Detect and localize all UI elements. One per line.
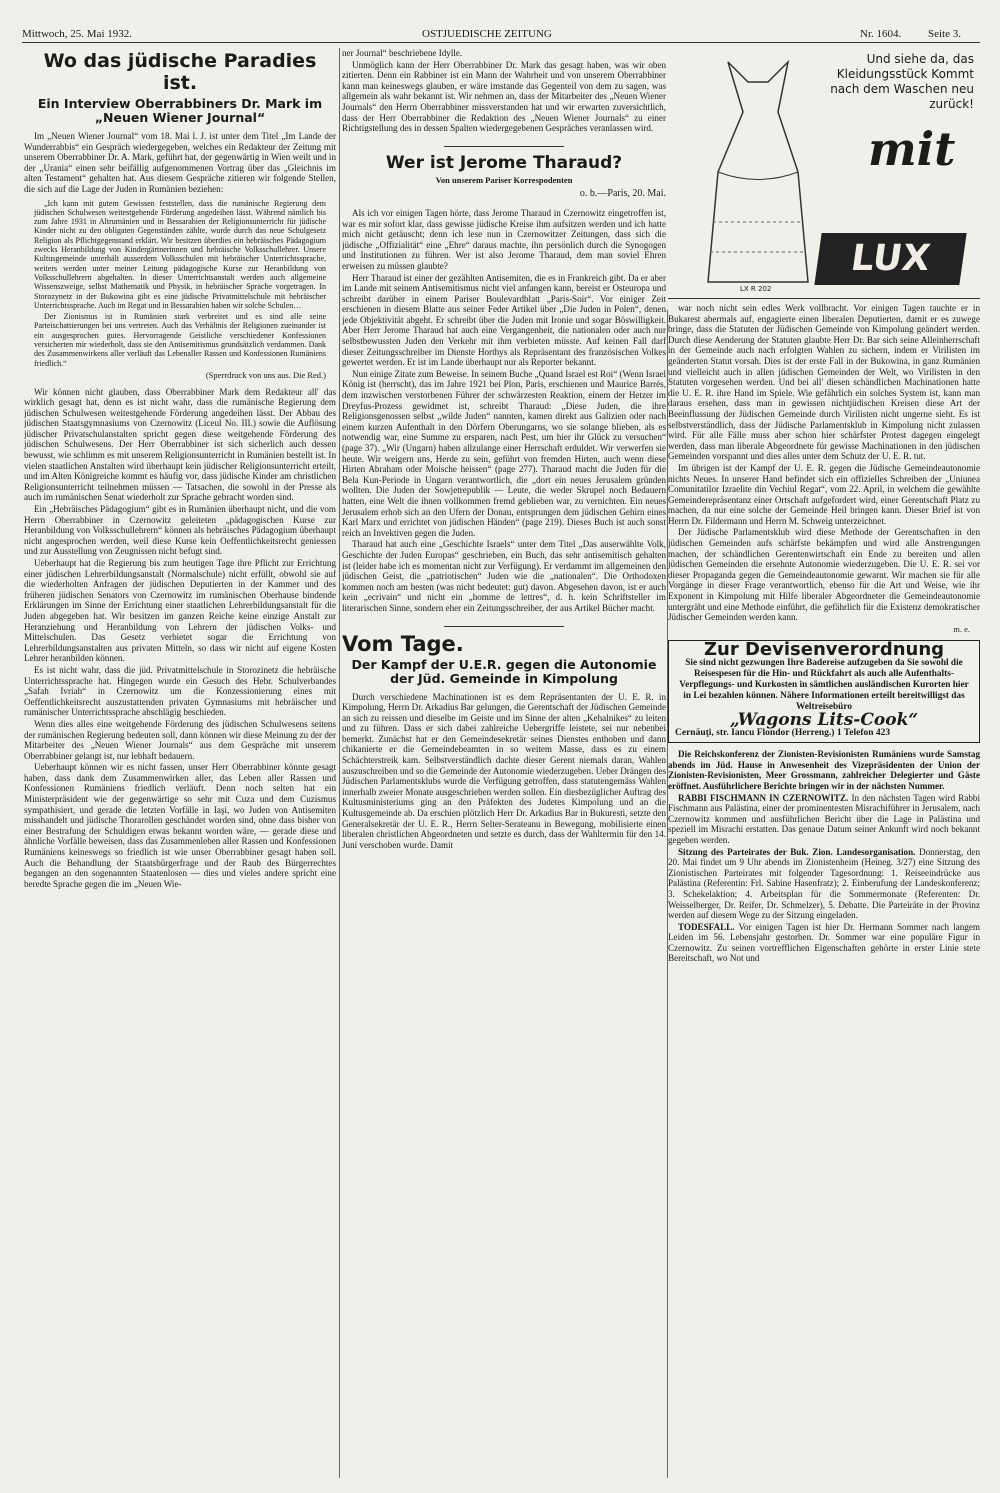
paragraph: Im „Neuen Wiener Journal“ vom 18. Mai l. J. ist unter dem Titel „Im Lande der Wunderrabbis“ ein Gespräch wiedergegeben, welches ein Redakteur der Zeitung mit unserem Oberrabbiner Dr. A. Mark, geführt hat, der gegenwärtig in Wien weilt und in der „Urania“ einen sehr beifällig aufgenommenen Vortrag über das „Gleichnis im alten Testament“ gehalten hat. Aus diesem Gespräche zitieren wir folgende Stellen, die sich auf die Lage der Juden in Rumänien beziehen:: [24, 131, 336, 194]
paragraph: Als ich vor einigen Tagen hörte, dass Jerome Tharaud in Czernowitz eingetroffen ist, war es mir sofort klar, dass gewisse jüdische Kreise ihm aufsitzen werden und ich hatte mich nicht getäuscht; denn ich lese nun in Czernowitzer Zeitungen, dass sich die jüdische „Offizialität“ eine „Ehre“ daraus machte, ihn persönlich durch die Synogogen und Institutionen zu führen. Wer ist also Jerome Tharaud, dem man soviel Ehren erweisen zu müssen glaubte?: [342, 207, 666, 271]
ad-code: LX R 202: [740, 285, 772, 293]
news-text: Vor einigen Tagen ist hier Dr. Hermann Sommer nach langem Leiden im 56. Lebensjahr gestorben. Dr. Sommer war eine populäre Figur in Czernowitz. Zu seinen vortrefflichen Eigenschaften gehörte in erster Linie stete Bereitschaft, wo Not und: [668, 921, 980, 964]
paragraph: Durch verschiedene Machinationen ist es dem Repräsentanten der U. E. R. in Kimpolung, Herrn Dr. Arkadius Bar gelungen, die Gerentschaft der Jüdischen Gemeinde an sich zu reissen und dieselbe im Geiste und im Sinne der alten „Kehalnikes“ zu leiten und zu führen. Dass er sich dabei zahlreiche Uebergriffe leistete, sei nur nebenbei bemerkt. Zunächst hat er den Gemeindesekretär seines Dienstes enthoben und dann chikanierte er die Gemeindebeamten in so weitem Masse, dass es zu einem Schächterstreik kam. Selbstverständlich dachte dieser Gerent niemals daran, Wahlen auszuschreiben und so die Gemeinde der Autonomie wiederzugeben. Ueber Drängen des Jüdischen Parlamentsklubs wurde die Verfügung getroffen, dass statutengemäss Wahlen innerhalb zweier Monate ausgeschrieben werden sollen. Ein diesbezüglicher Auftrag des Kultusministeriums ging an den Präfekten des Judetes Kimpolung und an die Kultusgemeinde ab. Da erschien plötzlich Herr Dr. Arkadius Bar in Bukuresti, setzte den Generalsekretär der U. E. R., Herrn Selter-Serateanu in Bewegung, mobilisierte einen liberalen christlichen Abgeordneten und setzte es durch, dass der Wahltermin für den 14. Juni verschoben wurde. Damit: [342, 691, 666, 850]
news-item: [668, 793, 980, 846]
column-1: [24, 48, 336, 1478]
paragraph: Tharaud hat auch eine „Geschichte Israels“ unter dem Titel „Das auserwählte Volk, Geschichte der Juden Europas“ geschrieben, ein Buch, das sehr antisemitisch gehalten ist (leider habe ich es momentan nicht zur Verfügung). Er verdammt im allgemeinen den jüdischen Geist, die „patriotischen“ Juden wie die „nationalen“. Die Orthodoxen kommen noch am besten (was nicht bedeutet: gut) davon. Abgesehen davon, ist er auch kein „ecrivain“ und nicht ein „homme de lettres“, d. h. kein Schriftsteller im literarischen Sinne, sondern eher ein Zeitungsschreiber, der aus Artikel Bücher macht.: [342, 539, 666, 613]
news-heading: TODESFALL.: [678, 921, 735, 932]
section-rule: [444, 626, 564, 627]
news-heading: Sitzung des Parteirates der Buk. Zion. Landesorganisation.: [678, 846, 916, 857]
news-item: [668, 922, 980, 964]
editorial-note: (Sperrdruck von uns aus. Die Red.): [205, 369, 326, 380]
section-rule: [444, 146, 564, 147]
paragraph: Ein „Hebräisches Pädagogium“ gibt es in Rumänien überhaupt nicht, und die vom Herrn Oberrabbiner in Czernowitz geleiteten „pädagogischen Kurse zur Heranbildung von Volksschullehrern“ können als hebräisches Pädagogium überhaupt nicht angesprochen werden, weil diese Kurse kein Oeffentlichkeitsrecht geniessen und zur Ausstellung von Zeugnissen nicht befugt sind.: [24, 504, 336, 557]
column-2: [342, 48, 666, 1478]
header-rule: [22, 42, 980, 43]
dateline: o. b.—Paris, 20. Mai.: [579, 188, 666, 200]
page-header: [22, 28, 980, 42]
ad-body: Sie sind nicht gezwungen Ihre Badereise aufzugeben da Sie sowohl die Reisespesen für die Hin- und Rückfahrt als auch alle Aufenthalts-Verpflegungs- und Kurkosten in sämtlichen ausländischen Kurorten hier in Lei bezahlen können. Nähere Informationen erteilt bereitwilligst das Weltreisebüro: [679, 658, 969, 712]
page-number: Seite 3.: [928, 28, 961, 40]
article-subtitle: Ein Interview Oberrabbiners Dr. Mark im „Neuen Wiener Journal“: [37, 96, 323, 125]
devisen-advertisement: [668, 640, 980, 743]
blockquote: [34, 199, 326, 368]
ad-mit: mit: [868, 122, 956, 176]
paragraph: Wir können nicht glauben, dass Oberrabbiner Mark dem Redakteur all' das wirklich gesagt hat, denn es ist nicht wahr, dass die rumänische Regierung dem jüdischen Schulwesen weitestgehende Förderung angedeihen lässt. Der Abbau des jüdischen Staatsgymnasiums von Czernowitz (Liceul No. III.) sowie die Auflösung jüdischer Privatschulanstalten spricht gegen diese weitgehende Förderung des jüdischen Schulwesens. Der Herr Oberrabbiner ist sich sicherlich auch dessen bewusst, wie schlimm es mit unserem Religionsunterricht in Rumänien bestellt ist. In vielen staatlichen Anstalten wird überhaupt kein jüdischer Religionsunterricht erteilt, und im Alten Königreiche kommt es häufig vor, dass jüdische Kinder am christlichen Religionsunterricht teilnehmen müssen — Tatsachen, die sowohl in der Presse als auch im rumänischen Senat wiederholt zur Sprache gebracht worden sind.: [24, 386, 336, 503]
paragraph: Die Reichskonferenz der Zionisten-Revisionisten Rumäniens wurde Samstag abends im Jüd. Hause in Anwesenheit des Vizepräsidenten der Union der Zionisten-Revisionisten, Meer Grossmann, zahlreicher Delegierter und Gäste eröffnet. Ausführlichere Berichte bringen wir in der nächsten Nummer.: [668, 749, 980, 791]
paragraph: Ueberhaupt hat die Regierung bis zum heutigen Tage ihre Pflicht zur Errichtung einer jüdischen Lehrerbildungsanstalt (Normalschule) nicht erfüllt, obwohl sie auf die wiederholten Anfragen der jüdischen Deputierten in der Kammer und des früheren jüdischen Senators von Czernowitz im rumänischen Oberhause bindende Erklärungen im Sinne der Errichtung einer staatlichen Lehrerbildungsanstalt für die Juden abgegeben hat. Wir besitzen im ganzen Reiche keine einzige Anstalt zur Heranziehung und Heranbildung von Lehrern der jüdischen Volks- und Mittelschulen. Das Gesetz verbietet sogar die Errichtung von Lehrerbildungsanstalten aus privaten Mitteln, so dass wir nicht auf eigene Kosten Lehrer heranbilden können.: [24, 558, 336, 664]
paragraph: war noch nicht sein edles Werk vollbracht. Vor einigen Tagen tauchte er in Bukarest abermals auf, engagierte einen liberalen Deputierten, damit er es zuwege bringe, dass die Statuten der Jüdischen Gemeinde von Kimpolung geändert werden. Durch diese Aenderung der Statuten glaubte Herr Dr. Bar sich seine Alleinherrschaft in der Gemeinde auch nach erfolgten Wahlen zu sichern, indem er Virilisten im geänderten Statut vorsah. Dies ist der erste Fall in der Bukowina, in ganz Rumänien und vielleicht auch in allen jüdischen Gemeinden der Welt, wo Virilisten in den Statuten vorgesehen werden. Und bei all' diesen schändlichen Machinationen hatte die U. E. R. ihre Hand im Spiele. Wie gefährlich ein solches System ist, kann man daraus ersehen, dass man in gewissen nichtjüdischen Kreisen diese Art der Beeinflussung der Jüdischen Gemeinde durch Virilisten nicht ungerne sieht. Es ist selbstverständlich, dass der Jüdische Parlamentsklub in Kimpolung nicht zulassen wird. Für alle Fälle muss aber schon hier schärfster Protest dagegen eingelegt werden, dass man liberale Abgeordnete für gewisse Machinationen in den jüdischen Gemeinden vorspannt und dies alles unter dem Schutz der U. E. R. tut.: [668, 303, 980, 462]
article-subtitle: Der Kampf der U.E.R. gegen die Autonomie der Jüd. Gemeinde in Kimpolung: [351, 656, 657, 686]
column-divider: [339, 48, 340, 1478]
signature: m. e.: [953, 623, 970, 634]
ad-company: „Wagons Lits-Cook“: [729, 710, 919, 730]
issue-date: Mittwoch, 25. Mai 1932.: [22, 28, 132, 40]
paragraph: Herr Tharaud ist einer der gezählten Antisemiten, die es in Frankreich gibt. Da er aber im Lande mit seinem Antisemitismus nicht viel anfangen kann, bereist er Osteuropa und schreibt darüber in einem Pariser Boulevardblatt „Paris-Soir“. Vor einiger Zeit erschienen in diesem Blatte aus seiner Feder Artikel über „Die Juden in Polen“, denen jede Objektivität abgeht. Er schreibt über die Juden mit Ironie und sogar Böswilligkeit. Aber Herr Jerome Tharaud hat auch eine Vergangenheit, die nationalen oder auch nur selbstbewussten Juden den Verkehr mit ihm verbieten müsste. Auf keinen Fall darf dieser Zeitungsschreiber im Dienste Horthys als Repräsentant des französischen Volkes gewertet werden. Er ist im Lande überhaupt nur als Reporter bekannt.: [342, 272, 666, 368]
paragraph: Es ist nicht wahr, dass die jüd. Privatmittelschule in Storozinetz die hebräische Unterrichtssprache hat. Hingegen wurde ein Gesuch des Hebr. Schulverbandes „Safah Ivriah“ in Czernowitz um die Konzessionierung eines mit Oeffentlichkeitsrecht auszustattenden privaten Gymnasiums mit hebräischer und rumänischer Unterrichtssprache abschlägig beschieden.: [24, 664, 336, 718]
paragraph: ner Journal“ beschriebene Idylle.: [342, 48, 463, 58]
news-text: Donnerstag, den 20. Mai findet um 9 Uhr abends im Zionistenheim (Heineg. 3/27) eine Sitzung des Zionistischen Parteirates mit folgender Tagesordnung: 1. Reiseeindrücke aus Palästina (Referentin: Frl. Sabine Hasenfratz); 2. Einberufung der Landeskonferenz; 3. Schekelaktion; 4. Arbeitsplan für die Sommermonate (Referenten: Dr. Weisselberger, Dr. Reifer, Dr. Schmelzer), 5. Debatte. Die Parteiräte in der Provinz werden auf diesem Wege zu der Sitzung eingeladen.: [668, 846, 980, 921]
quote-paragraph: „Ich kann mit gutem Gewissen feststellen, dass die rumänische Regierung dem jüdischen Schulwesen weitestgehende Förderung angedeihen lässt. Während nämlich bis zum Jahre 1931 in Altrumänien und in Bessarabien der Religionsunterricht für jüdische Kinder nicht zu den obligaten Gegenständen zählte, wurde durch das neue Schulgesetz Religion als Pflichtgegenstand erklärt. Wir besitzen überdies ein hebräisches Pädagogium zwecks Heranbildung von Kindergärtnerinnen und hebräische Volksschullehrer. Unsere Kultusgemeinde unterhält ausserdem Volksschulen mit hebräischer Unterrichtssprache, weiters werden unter meiner Leitung pädagogische Kurse zur Heranbildung von Volksschullehrern abgehalten. In dieser Unterrichtsanstalt werden auch allgemeine Wissenszweige, selbst Mathematik und Physik, in hebräischer Sprache vorgetragen. In Storozynetz in der Bukowina gibt es eine jüdische Privatmittelschule mit hebräischer Unterrichtssprache. Auch im Regat und in Bessarabien haben wir solche Schulen…: [34, 198, 326, 310]
news-heading: RABBI FISCHMANN IN CZERNOWITZ.: [678, 792, 849, 803]
quote-paragraph: Der Zionismus ist in Rumänien stark verbreitet und es sind alle seine Parteischattierungen bei uns vertreten. Auch das Verhältnis der Religionen zueinander ist ein ausgesprochen gutes. Hervorragende Geistliche verschiedener Konfessionen versicherten mir wiederholt, dass sie den Antisemitismus grundsätzlich verdammen. Dank des Zusammenwirkens aller verläuft das Lebenaller Rassen und Konfessionen Rumäniens friedlich.“: [34, 312, 326, 368]
paragraph: Nun einige Zitate zum Beweise. In seinem Buche „Quand Israel est Roi“ (Wenn Israel König ist (herrscht), das im Jahre 1921 bei Plon, Paris, erschienen und Maurice Barrés, dem inzwischen verstorbenen Führer der schwärzesten Reaktion, einem der Hetzer im Dreyfus-Prozess gewidmet ist, schreibt Tharaud: „Diese Juden, die ihre Religionsgenossen selbst „wilde Juden“ nannten, kamen direkt aus Galizien oder nach einem kurzen Aufenthalt in den Dörfern Oberungarns, wo sie solange blieben, als es notwendig war, eine Summe zu ersparen, nach Pest, um hier ihr Glück zu versuchen“ (page 37). „Wir (Ungarn) haben allzulange einer Herrschaft erduldet. Wir verwerfen sie heute. Wir weigern uns, Herde zu sein, geführt von fremden Hirten, auch wenn diese Hirten Abraham oder Moische heissen“ (page 277). Tharaud macht die Juden für die Bela Kun-Periode in Ungarn verantwortlich, die „dort ein neues Jerusalem gründen wollten. Die Juden der Sowjetrepublik — Leute, die weder Skrupel noch Bedauern hatten, eine Welt die ihnen vollkommen fremd geblieben war, zu vernichten. Ein neues Jerusalem erhob sich an den Ufern der Donau, entsprungen dem jüdischen Gehirn eines Karl Marx und errichtet von jüdischen Händen“ (page 219). Dieses Buch ist auch sonst reich an Invektiven gegen die Juden.: [342, 368, 666, 538]
ad-slogan: Und siehe da, das Kleidungsstück Kommt nach dem Waschen neu zurück!: [830, 52, 974, 111]
article-title: Wer ist Jerome Tharaud?: [385, 152, 623, 173]
paragraph: Wenn dies alles eine weitgehende Förderung des jüdischen Schulwesens seitens der rumänischen Regierung bedeuten soll, dann können wir diese Meinung zu der der Mitarbeiter des „Neuen Wiener Journals“ aus dem Gespräche mit unserem Oberrabbiner gelangt ist, nur lebhaft bedauern.: [24, 718, 336, 761]
paragraph: Im übrigen ist der Kampf der U. E. R. gegen die Jüdische Gemeindeautonomie nichts Neues. In unserer Hand befindet sich ein offizielles Schreiben der „Uniunea Comunitatilor Izraelite din Vechiul Regat“, vom 22. April, in welchem die gewählte Gemeinderepräsentanz einer Ortschaft aufgefordert wird, einer Gerentschaft Platz zu machen, da nur eine solche der Gemeinde Heil bringen kann. Dieser Brief ist von Herrn Dr. Fildermann und Herrn M. Schweig unterzeichnet.: [668, 462, 980, 526]
article-title: Wo das jüdische Paradies ist.: [43, 50, 317, 94]
issue-number: Nr. 1604.: [860, 28, 902, 40]
news-item: [668, 847, 980, 921]
lux-advertisement: [668, 48, 980, 299]
news-text: In den nächsten Tagen wird Rabbi Fischmann aus Palästina, einer der prominentesten Misrachiführer in Jerusalem, nach Czernowitz kommen und ausführlichen Bericht über die Lage in Palästina und speziell im Misrachi erstatten. Das genaue Datum seiner Ankunft wird noch bekannt gegeben werden.: [668, 792, 980, 845]
ad-address: Cernăuţi, str. Iancu Flondor (Herreng.) 1 Telefon 423: [675, 727, 891, 738]
ad-title: Zur Devisenverordnung: [703, 639, 945, 661]
paragraph: Der Jüdische Parlamentsklub wird diese Methode der Gerentschaften in den jüdischen Gemeinden aufs schärfste bekämpfen und wird alle Anstrengungen machen, der schändlichen Gerentenwirtschaft ein Ende zu bereiten und allen jüdischen Gemeinden die ersehnte Autonomie wiederzugeben. Die U. E. R. sei vor dieser Propaganda gegen die Gemeindeautonomie gewarnt. Wir machen sie für alle Vorgänge in dieser Frage verantwortlich, ebenso für die Art und Weise, wie ihr Exponent in Kimpolung mit Hilfe liberaler Abgeordneter die Gemeindeautonomie untergräbt und eine Methode einführt, die gefährlich für die Existenz demokratischer Jüdischer Gemeinden werden kann.: [668, 527, 980, 623]
paragraph: Ueberhaupt können wir es nicht fassen, unser Herr Oberrabbiner könnte gesagt haben, dass dank dem Zusammenwirken aller, das Leben aller Rassen und Konfessionen Rumäniens friedlich verläuft. Denn noch selten hat ein Ministerpräsident wie der gegenwärtige so sehr mit Cuza und dem Cuzismus sympathisiert, und gerade die letzten Vorfälle in Iaşi, wo Juden von Antisemiten misshandelt und jüdische Thorarollen geschändet worden sind, ohne dass bisher von einer Bestrafung der Schuldigen etwas bekannt worden wäre, — gerade diese und ähnliche Vorfälle beweisen, dass das Zusammenleben aller Rassen und Konfessionen Rumäniens keineswegs so friedlich ist wie unser Oberrabbiner gesagt haben soll. Auch die Behandlung der Staatsbürgerfrage und der Raub des Bürgerrechtes begangen an den sogenannten Staatenlosen — dies und vieles andere spricht eine beredte Sprache gegen die im „Neuen Wie-: [24, 762, 336, 889]
byline: Von unserem Pariser Korrespodenten: [435, 174, 573, 185]
lux-logo: LUX: [814, 233, 966, 285]
section-title: Vom Tage.: [342, 631, 464, 656]
newspaper-title: OSTJUEDISCHE ZEITUNG: [422, 28, 552, 40]
paragraph: Unmöglich kann der Herr Oberrabbiner Dr. Mark das gesagt haben, was wir oben zitierten. Denn ein Rabbiner ist ein Mann der Wahrheit und von unserem Oberrabbiner kann man keineswegs glauben, er wäre imstande das Gegenteil von dem zu sagen, was allgemein als wahr bekannt ist. Wir nehmen an, dass der Mitarbeiter des „Neuen Wiener Journals“ den Herrn Oberrabbiner missverstanden hat und wir erwarten zuversichtlich, dass der Herr Oberrabbiner die Redaktion des „Neuen Wiener Journals“ zu einer Richtigstellung des in dessen Spalten wiedergegebenen Gespräches veranlassen wird.: [342, 59, 666, 134]
column-3: [668, 48, 980, 1478]
